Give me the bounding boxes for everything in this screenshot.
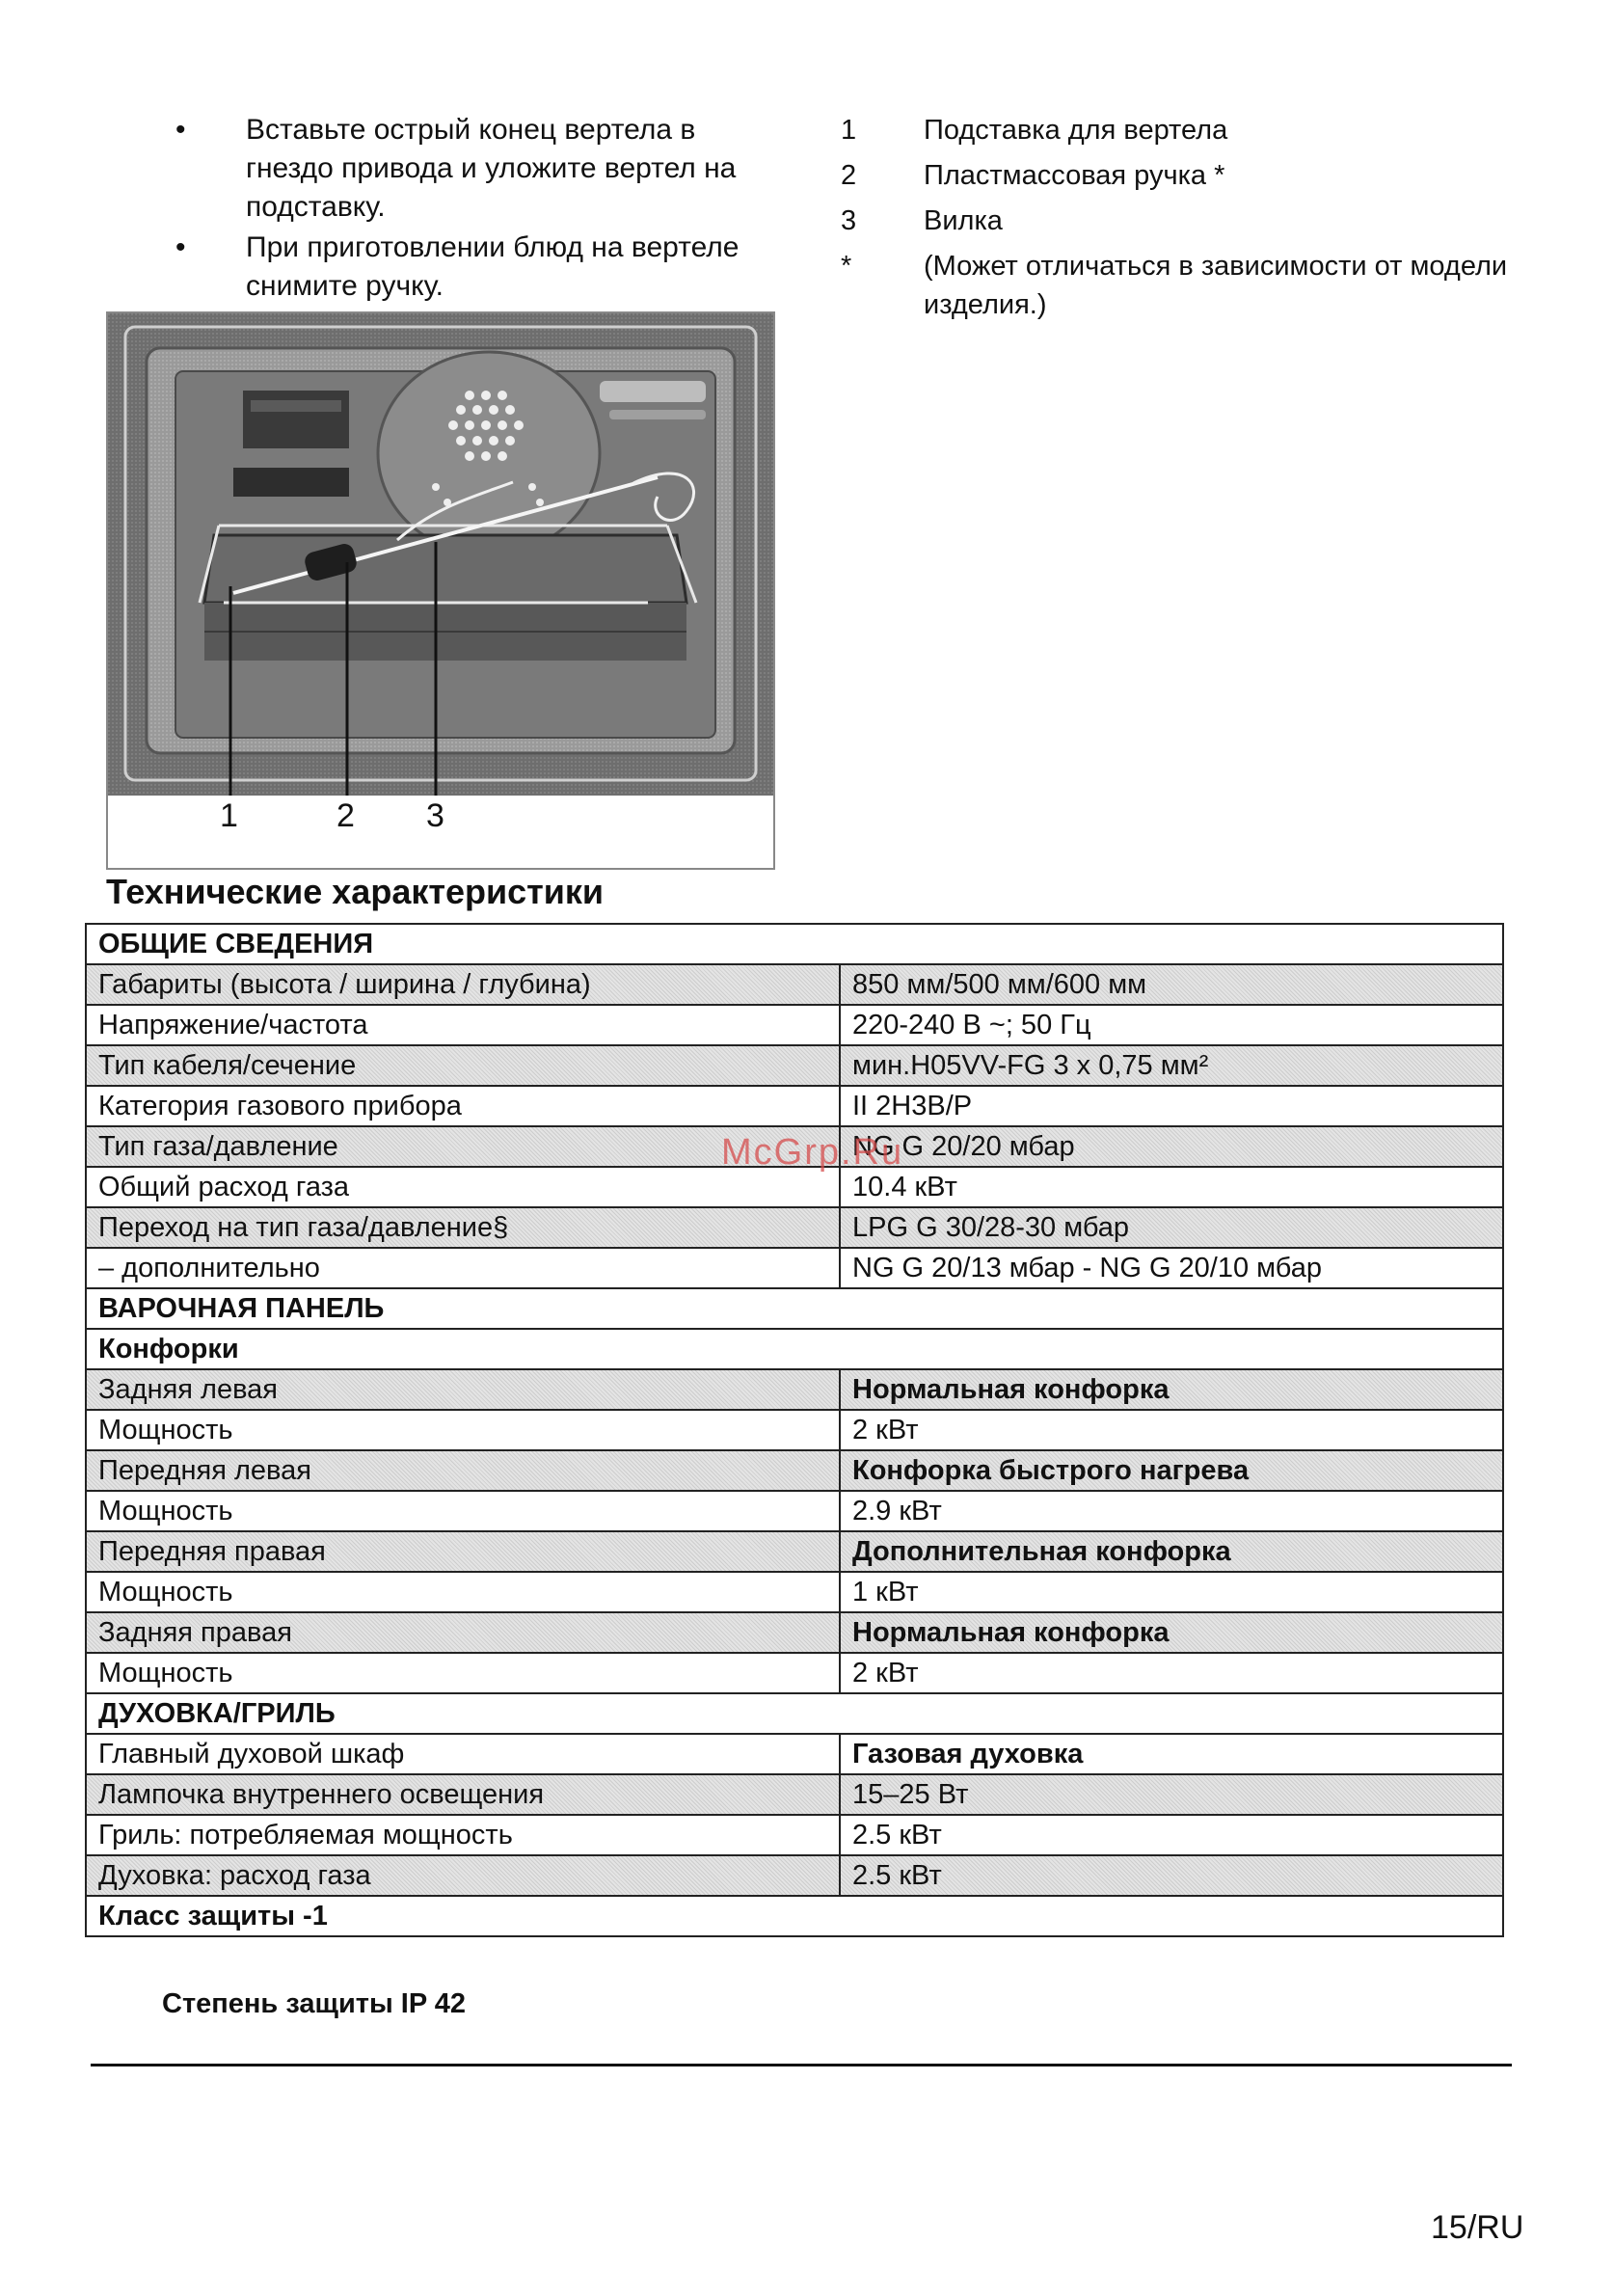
- spec-row: [86, 1734, 1503, 1774]
- spec-label: Духовка: расход газа: [86, 1855, 840, 1896]
- spec-section-row: [86, 1896, 1503, 1936]
- spec-section-row: [86, 1329, 1503, 1369]
- spec-label: Переход на тип газа/давление§: [86, 1207, 840, 1248]
- legend-number: 3: [841, 205, 857, 236]
- callout-label: 1: [220, 797, 238, 834]
- callout-label: 2: [336, 797, 355, 834]
- legend-number: *: [841, 251, 852, 282]
- spec-row: [86, 1005, 1503, 1045]
- spec-row: [86, 1450, 1503, 1491]
- spec-value: 2 кВт: [840, 1653, 1503, 1693]
- spec-section-title: ДУХОВКА/ГРИЛЬ: [86, 1693, 1503, 1734]
- spec-value: Нормальная конфорка: [840, 1369, 1503, 1410]
- spec-label: Главный духовой шкаф: [86, 1734, 840, 1774]
- bullet-marker: •: [175, 114, 186, 146]
- spec-label: Мощность: [86, 1491, 840, 1531]
- legend-text: Подставка для вертела: [924, 115, 1228, 146]
- protection-degree-note: Степень защиты IP 42: [162, 1988, 466, 2019]
- spec-row: [86, 964, 1503, 1005]
- spec-row: [86, 1774, 1503, 1815]
- spec-row: [86, 1045, 1503, 1086]
- callout-label: 3: [426, 797, 444, 834]
- spec-value: II 2H3B/P: [840, 1086, 1503, 1126]
- instruction-list: [164, 111, 781, 308]
- spec-value: 2.5 кВт: [840, 1815, 1503, 1855]
- spec-label: Тип газа/давление: [86, 1126, 840, 1167]
- spec-section-row: [86, 1693, 1503, 1734]
- spec-section-title: Класс защиты -1: [86, 1896, 1503, 1936]
- legend-item: [841, 111, 1516, 149]
- spec-label: Передняя правая: [86, 1531, 840, 1572]
- spec-value: 220-240 В ~; 50 Гц: [840, 1005, 1503, 1045]
- spec-section-title: ВАРОЧНАЯ ПАНЕЛЬ: [86, 1288, 1503, 1329]
- spec-label: Напряжение/частота: [86, 1005, 840, 1045]
- spec-label: Категория газового прибора: [86, 1086, 840, 1126]
- spec-label: Гриль: потребляемая мощность: [86, 1815, 840, 1855]
- spec-row: [86, 1572, 1503, 1612]
- spec-value: LPG G 30/28-30 мбар: [840, 1207, 1503, 1248]
- specs-table: [85, 923, 1504, 1937]
- spec-row: [86, 1086, 1503, 1126]
- legend-item: [841, 156, 1516, 195]
- figure-callouts: [108, 797, 773, 855]
- spec-row: [86, 1410, 1503, 1450]
- instruction-item: [164, 229, 781, 306]
- legend-text: (Может отличаться в зависимости от модели изделия.): [924, 251, 1508, 320]
- spec-value: NG G 20/20 мбар: [840, 1126, 1503, 1167]
- spec-label: Передняя левая: [86, 1450, 840, 1491]
- spec-label: Задняя левая: [86, 1369, 840, 1410]
- spec-label: Тип кабеля/сечение: [86, 1045, 840, 1086]
- spec-label: Общий расход газа: [86, 1167, 840, 1207]
- spec-value: 2.9 кВт: [840, 1491, 1503, 1531]
- instruction-text: Вставьте острый конец вертела в гнездо привода и уложите вертел на подставку.: [246, 114, 737, 223]
- spec-label: – дополнительно: [86, 1248, 840, 1288]
- spec-label: Мощность: [86, 1572, 840, 1612]
- spec-section-title: ОБЩИЕ СВЕДЕНИЯ: [86, 924, 1503, 964]
- legend-number: 2: [841, 160, 857, 191]
- spec-row: [86, 1612, 1503, 1653]
- spec-row: [86, 1531, 1503, 1572]
- spec-value: 2.5 кВт: [840, 1855, 1503, 1896]
- specs-table-body: [86, 924, 1503, 1936]
- spec-section-title: Конфорки: [86, 1329, 1503, 1369]
- legend-item: [841, 202, 1516, 240]
- spec-section-row: [86, 1288, 1503, 1329]
- spec-row: [86, 1491, 1503, 1531]
- spec-row: [86, 1855, 1503, 1896]
- watermark-text: McGrp.Ru: [721, 1132, 904, 1173]
- spec-row: [86, 1653, 1503, 1693]
- spec-value: 1 кВт: [840, 1572, 1503, 1612]
- spec-value: Конфорка быстрого нагрева: [840, 1450, 1503, 1491]
- spec-row: [86, 1207, 1503, 1248]
- spec-label: Задняя правая: [86, 1612, 840, 1653]
- figure-legend: [841, 111, 1516, 331]
- spec-row: [86, 1248, 1503, 1288]
- spec-row: [86, 1369, 1503, 1410]
- spec-row: [86, 1815, 1503, 1855]
- oven-interior-illustration: [108, 313, 773, 796]
- section-title: Технические характеристики: [106, 872, 605, 911]
- spec-label: Мощность: [86, 1410, 840, 1450]
- footer-divider: [91, 2064, 1512, 2066]
- oven-rotisserie-photo: [106, 311, 775, 870]
- spec-label: Лампочка внутреннего освещения: [86, 1774, 840, 1815]
- spec-value: 10.4 кВт: [840, 1167, 1503, 1207]
- bullet-marker: •: [175, 231, 186, 263]
- spec-value: 2 кВт: [840, 1410, 1503, 1450]
- spec-value: 850 мм/500 мм/600 мм: [840, 964, 1503, 1005]
- spec-value: Газовая духовка: [840, 1734, 1503, 1774]
- legend-text: Пластмассовая ручка *: [924, 160, 1225, 191]
- spec-value: Дополнительная конфорка: [840, 1531, 1503, 1572]
- spec-value: мин.H05VV-FG 3 x 0,75 мм²: [840, 1045, 1503, 1086]
- spec-value: NG G 20/13 мбар - NG G 20/10 мбар: [840, 1248, 1503, 1288]
- spec-section-row: [86, 924, 1503, 964]
- legend-number: 1: [841, 115, 857, 146]
- instruction-text: При приготовлении блюд на вертеле снимите ручку.: [246, 231, 740, 302]
- legend-item: [841, 247, 1516, 324]
- spec-value: Нормальная конфорка: [840, 1612, 1503, 1653]
- instruction-item: [164, 111, 781, 227]
- page-number: 15/RU: [1431, 2209, 1524, 2246]
- spec-label: Мощность: [86, 1653, 840, 1693]
- spec-value: 15–25 Вт: [840, 1774, 1503, 1815]
- legend-text: Вилка: [924, 205, 1003, 236]
- spec-label: Габариты (высота / ширина / глубина): [86, 964, 840, 1005]
